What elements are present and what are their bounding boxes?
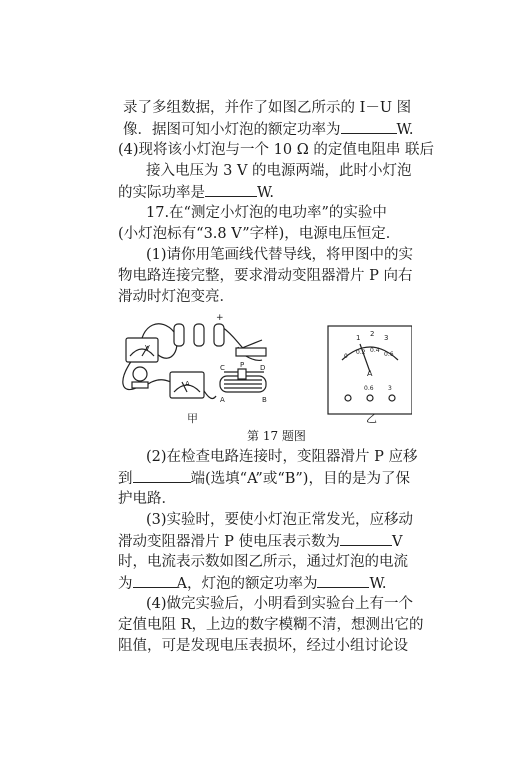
text-line (118, 468, 410, 489)
text-line: (小灯泡标有“3.8 V”字样)，电源电压恒定． (118, 226, 401, 242)
voltmeter (126, 338, 158, 362)
text-line: 物电路连接完整，要求滑动变阻器滑片 P 向右 (118, 268, 413, 284)
text-segment: 到 (118, 471, 133, 487)
text-segment: 的实际功率是 (118, 185, 205, 201)
rheostat-label-p: P (240, 361, 245, 369)
battery (214, 324, 224, 346)
text-segment: 端(选填“A”或“B”)，目的是为了保 (190, 471, 410, 487)
answer-blank (341, 119, 397, 134)
text-line: 接入电压为 3 V 的电源两端，此时小灯泡 (146, 163, 412, 179)
meter-unit: A (367, 369, 373, 378)
text-segment: W. (396, 122, 414, 138)
text-segment: V (391, 534, 403, 550)
text-line: (3)实验时，要使小灯泡正常发光，应移动 (146, 512, 414, 528)
figure-caption: 第 17 题图 (247, 429, 306, 443)
terminal (367, 395, 373, 401)
circuit-figure (112, 312, 412, 424)
answer-blank (133, 573, 177, 588)
text-segment: A，灯泡的额定功率为 (176, 576, 318, 592)
text-segment: W. (257, 185, 274, 201)
voltmeter-label: V (145, 344, 150, 352)
text-line: (2)在检查电路连接时，变阻器滑片 P 应移 (146, 449, 418, 465)
rheostat-label-a: A (220, 396, 225, 404)
scale-bottom-label: 0.6 (384, 351, 394, 358)
scale-top-label: 1 (356, 334, 361, 342)
text-segment: 为 (118, 576, 133, 592)
scale-top-label: 3 (384, 334, 389, 342)
answer-blank (340, 531, 392, 546)
text-line (118, 573, 386, 594)
text-line: (4)现将该小灯泡与一个 10 Ω 的定值电阻串 联后 (118, 142, 434, 158)
text-line (123, 119, 413, 140)
rheostat-slider (238, 369, 246, 379)
scale-top-label: 2 (370, 330, 375, 338)
terminal (345, 395, 351, 401)
text-line (118, 531, 402, 552)
switch-base (236, 348, 266, 356)
text-segment: 像．据图可知小灯泡的额定功率为 (123, 122, 341, 138)
text-line: (4)做完实验后，小明看到实验台上有一个 (146, 596, 414, 612)
rheostat-label-c: C (220, 364, 225, 372)
scale-bottom-label: 0.2 (356, 349, 366, 356)
question-17-heading: 17.在“测定小灯泡的电功率”的实验中 (146, 205, 387, 221)
text-line: 录了多组数据，并作了如图乙所示的 I－U 图 (123, 100, 412, 116)
answer-blank (205, 182, 257, 197)
lamp (133, 367, 147, 381)
answer-blank (133, 468, 191, 483)
text-line (118, 182, 274, 203)
battery (194, 324, 204, 346)
text-segment: W. (369, 576, 387, 592)
terminal-label: 3 (388, 385, 392, 392)
switch-lever (242, 340, 262, 348)
text-line: 滑动时灯泡变亮． (118, 289, 234, 305)
text-line: 阻值，可是发现电压表损坏，经过小组讨论设 (118, 638, 408, 654)
rheostat-label-d: D (260, 364, 266, 372)
scale-bottom-label: 0 (344, 353, 348, 360)
terminal-label: 0.6 (364, 385, 374, 392)
text-segment: 滑动变阻器滑片 P 使电压表示数为 (118, 534, 340, 550)
text-line: 时，电流表示数如图乙所示，通过灯泡的电流 (118, 554, 408, 570)
lamp-base (132, 382, 148, 388)
rheostat-label-b: B (262, 396, 267, 404)
answer-blank (317, 573, 369, 588)
text-line: 护电路． (118, 491, 176, 507)
battery (174, 324, 184, 346)
text-line: (1)请你用笔画线代替导线，将甲图中的实 (146, 247, 414, 263)
scale-bottom-label: 0.4 (370, 347, 380, 354)
terminal (389, 395, 395, 401)
ammeter-label: A (185, 380, 190, 388)
figure-label-yi: 乙 (366, 412, 377, 424)
battery-plus-sign: + (216, 313, 224, 323)
text-line: 定值电阻 R，上边的数字模糊不清，想测出它的 (118, 617, 424, 633)
figure-label-jia: 甲 (187, 412, 198, 424)
